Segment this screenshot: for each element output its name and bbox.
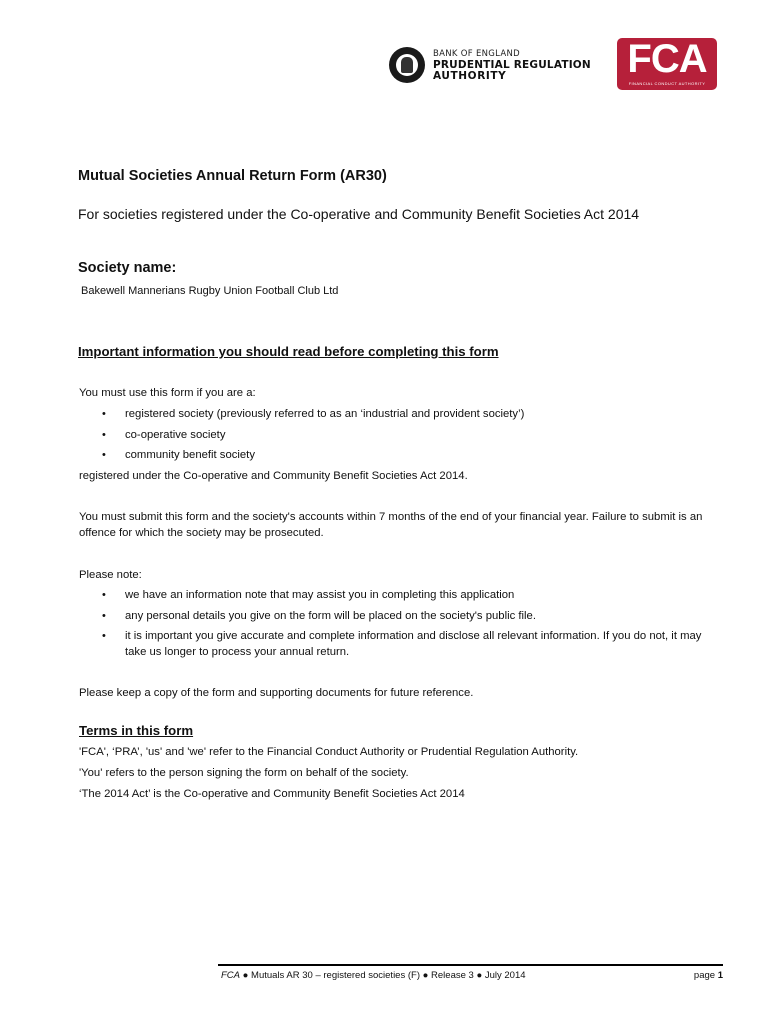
list-item: • we have an information note that may assist you in completing this application xyxy=(79,587,719,603)
list-item: • registered society (previously referred to as an ‘industrial and provident society’) xyxy=(79,406,719,422)
fca-logo-mark: FCA xyxy=(627,37,707,81)
terms-line-you: 'You' refers to the person signing the form on behalf of the society. xyxy=(79,767,409,779)
page-number-value: 1 xyxy=(717,970,723,981)
registered-under-text: registered under the Co-operative and Community Benefit Societies Act 2014. xyxy=(79,470,468,482)
footer-date: July 2014 xyxy=(484,970,526,981)
terms-line-act: ‘The 2014 Act’ is the Co-operative and Community Benefit Societies Act 2014 xyxy=(79,788,465,800)
boe-line-2: PRUDENTIAL REGULATION xyxy=(433,58,591,71)
note-intro: Please note: xyxy=(79,569,142,581)
boe-line-3: AUTHORITY xyxy=(433,69,507,82)
terms-line-fca: 'FCA', ‘PRA’, 'us' and 'we' refer to the Financial Conduct Authority or Prudential Regulation Authority. xyxy=(79,746,579,758)
list-item: • any personal details you give on the form will be placed on the society's public file. xyxy=(79,608,719,624)
footer-reference xyxy=(221,970,526,981)
page-label: page xyxy=(693,970,716,981)
footer-doc: Mutuals AR 30 – registered societies (F) xyxy=(251,970,420,981)
submit-notice: You must submit this form and the society's accounts within 7 months of the end of your financial year. Failure to submit is an offence for which the society may be prosecuted. xyxy=(79,511,703,539)
list-item: • it is important you give accurate and complete information and disclose all relevant information. If you do not, it may take us longer to process your annual return. xyxy=(79,628,719,660)
boe-seal-icon xyxy=(389,47,425,83)
footer-release: Release 3 xyxy=(431,970,474,981)
pra-logo xyxy=(389,47,591,83)
pra-logo-text xyxy=(433,49,591,82)
notes-list xyxy=(79,587,719,665)
footer-divider xyxy=(218,964,723,966)
society-name-label: Society name: xyxy=(78,260,177,276)
form-subtitle: For societies registered under the Co-operative and Community Benefit Societies Act 2014 xyxy=(78,206,640,222)
form-title: Mutual Societies Annual Return Form (AR30) xyxy=(78,168,387,184)
list-item: • co-operative society xyxy=(79,427,719,443)
society-type-list xyxy=(79,406,719,468)
page-number xyxy=(694,970,723,981)
important-info-heading: Important information you should read before completing this form xyxy=(78,344,499,359)
society-name-value: Bakewell Mannerians Rugby Union Football Club Ltd xyxy=(81,285,339,297)
footer-org: FCA xyxy=(221,970,240,981)
fca-logo xyxy=(617,38,717,90)
fca-logo-subtitle: FINANCIAL CONDUCT AUTHORITY xyxy=(628,81,706,86)
terms-heading: Terms in this form xyxy=(79,723,194,738)
list-item: • community benefit society xyxy=(79,447,719,463)
keep-copy-text: Please keep a copy of the form and supporting documents for future reference. xyxy=(79,687,474,699)
footer-bullet-icon: ● xyxy=(242,970,249,981)
boe-line-1: BANK OF ENGLAND xyxy=(433,48,521,59)
footer-bullet-icon: ● xyxy=(422,970,429,981)
eligibility-intro: You must use this form if you are a: xyxy=(79,387,256,399)
footer-bullet-icon: ● xyxy=(476,970,483,981)
